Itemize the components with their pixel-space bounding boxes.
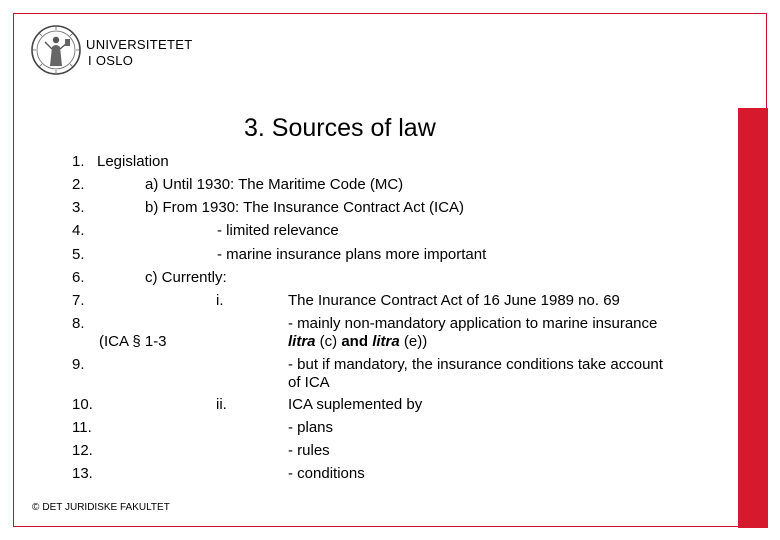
item-from-1930: b) From 1930: The Insurance Contract Act (ICA) xyxy=(145,199,465,216)
copyright-icon: © xyxy=(32,502,40,513)
item-if-mandatory: - but if mandatory, the insurance conditions take account xyxy=(288,356,663,373)
footer xyxy=(32,502,170,514)
line-number: 2. xyxy=(72,176,85,193)
item-non-mandatory: - mainly non-mandatory application to marine insurance xyxy=(288,315,658,332)
institution-line-2: I OSLO xyxy=(88,53,134,68)
slide-frame xyxy=(13,13,767,527)
item-of-ica: of ICA xyxy=(288,374,330,391)
item-legislation: Legislation xyxy=(97,153,169,170)
litra-word: litra xyxy=(288,333,316,350)
line-number: 10. xyxy=(72,396,93,413)
litra-word-2: litra xyxy=(372,333,400,350)
line-number: 7. xyxy=(72,292,85,309)
line-number: 4. xyxy=(72,222,85,239)
item-ica-supplemented: ICA suplemented by xyxy=(288,396,423,413)
institution-name xyxy=(86,37,192,69)
item-litra-reference xyxy=(288,333,427,351)
item-rules: - rules xyxy=(288,442,330,459)
item-conditions: - conditions xyxy=(288,465,365,482)
roman-numeral-i: i. xyxy=(216,292,224,309)
line-number: 6. xyxy=(72,269,85,286)
line-number: 5. xyxy=(72,246,85,263)
line-number: 8. xyxy=(72,315,85,332)
line-number: 9. xyxy=(72,356,85,373)
item-limited-relevance: - limited relevance xyxy=(217,222,339,239)
item-plans: - plans xyxy=(288,419,334,436)
litra-c: (c) xyxy=(315,333,342,350)
roman-numeral-ii: ii. xyxy=(216,396,227,413)
line-number: 13. xyxy=(72,465,93,482)
footer-text: DET JURIDISKE FAKULTET xyxy=(42,502,170,513)
line-number: 1. xyxy=(72,153,85,170)
item-currently: c) Currently: xyxy=(145,269,227,286)
item-ica-1989: The Inurance Contract Act of 16 June 1989 no. 69 xyxy=(288,292,620,309)
item-until-1930: a) Until 1930: The Maritime Code (MC) xyxy=(145,176,404,193)
line-number: 12. xyxy=(72,442,93,459)
litra-e: (e)) xyxy=(399,333,428,350)
item-plans-important: - marine insurance plans more important xyxy=(217,246,487,263)
item-ica-section-ref: (ICA § 1-3 xyxy=(99,333,167,350)
slide-title: 3. Sources of law xyxy=(244,114,436,142)
line-number: 3. xyxy=(72,199,85,216)
line-number: 11. xyxy=(72,419,92,436)
institution-line-1: UNIVERSITETET xyxy=(86,37,193,52)
and-word: and xyxy=(341,333,373,350)
university-seal-logo xyxy=(30,20,82,80)
accent-bar xyxy=(738,108,768,528)
